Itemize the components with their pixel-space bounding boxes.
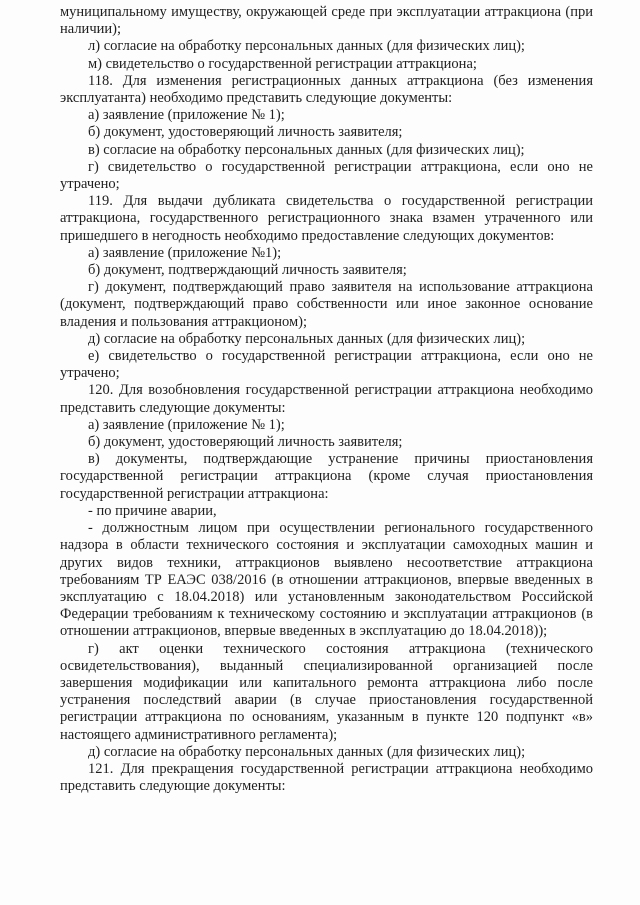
paragraph-118-b: б) документ, удостоверяющий личность заявителя;	[88, 124, 403, 141]
paragraph-120-d: д) согласие на обработку персональных данных (для физических лиц);	[88, 743, 526, 760]
paragraph-120-a: а) заявление (приложение № 1);	[88, 416, 285, 433]
paragraph-119-b: б) документ, подтверждающий личность заявителя;	[88, 262, 407, 279]
paragraph-120-g: г) акт оценки технического состояния аттракциона (технического освидетельствования), выданный специализированной организацией после завершения модификации или капитального ремонта аттракциона либо после устранения последствий аварии (в случае приостановления государственной регистрации аттракциона по основаниям, указанным в пункте 120 подпункт «в» настоящего административного регламента);	[60, 640, 593, 743]
paragraph-120-b: б) документ, удостоверяющий личность заявителя;	[88, 434, 403, 451]
paragraph-clause-121: 121. Для прекращения государственной регистрации аттракциона необходимо представить следующие документы:	[60, 760, 593, 795]
paragraph-item-l: л) согласие на обработку персональных данных (для физических лиц);	[88, 38, 525, 55]
paragraph-118-g: г) свидетельство о государственной регистрации аттракциона, если оно не утрачено;	[60, 158, 593, 193]
paragraph-continuation: муниципальному имуществу, окружающей среде при эксплуатации аттракциона (при наличии);	[60, 4, 593, 38]
paragraph-118-a: а) заявление (приложение № 1);	[88, 107, 285, 124]
paragraph-item-m: м) свидетельство о государственной регистрации аттракциона;	[88, 55, 477, 72]
paragraph-120-v-dash-1: - по причине аварии,	[88, 502, 217, 519]
paragraph-119-a: а) заявление (приложение №1);	[88, 244, 282, 261]
paragraph-120-v-dash-2: - должностным лицом при осуществлении регионального государственного надзора в области технического состояния и эксплуатации самоходных машин и других видов техники, аттракционов выявлено несоответствие аттракциона требованиям ТР ЕАЭС 038/2016 (в отношении аттракционов, впервые введенных в эксплуатацию с 18.04.2018) или установленным законодательством Российской Федерации требованиям к техническому состоянию и эксплуатации аттракционов (в отношении аттракционов, впервые введенных в эксплуатацию до 18.04.2018));	[60, 520, 593, 640]
paragraph-119-e: е) свидетельство о государственной регистрации аттракциона, если оно не утрачено;	[60, 348, 593, 382]
paragraph-119-d: д) согласие на обработку персональных данных (для физических лиц);	[88, 330, 526, 347]
paragraph-clause-119: 119. Для выдачи дубликата свидетельства о государственной регистрации аттракциона, государственного регистрационного знака взамен утраченного или пришедшего в негодность необходимо предоставление следующих документов:	[60, 193, 593, 244]
paragraph-clause-120: 120. Для возобновления государственной регистрации аттракциона необходимо представить следующие документы:	[60, 382, 593, 416]
paragraph-119-g: г) документ, подтверждающий право заявителя на использование аттракциона (документ, подтверждающий право собственности или иное законное основание владения и пользования аттракционом);	[60, 279, 593, 330]
paragraph-clause-118: 118. Для изменения регистрационных данных аттракциона (без изменения эксплуатанта) необходимо представить следующие документы:	[60, 72, 593, 107]
document-body	[60, 4, 593, 795]
paragraph-120-v: в) документы, подтверждающие устранение причины приостановления государственной регистрации аттракциона (кроме случая приостановления государственной регистрации аттракциона:	[60, 451, 593, 502]
paragraph-118-v: в) согласие на обработку персональных данных (для физических лиц);	[88, 141, 525, 158]
